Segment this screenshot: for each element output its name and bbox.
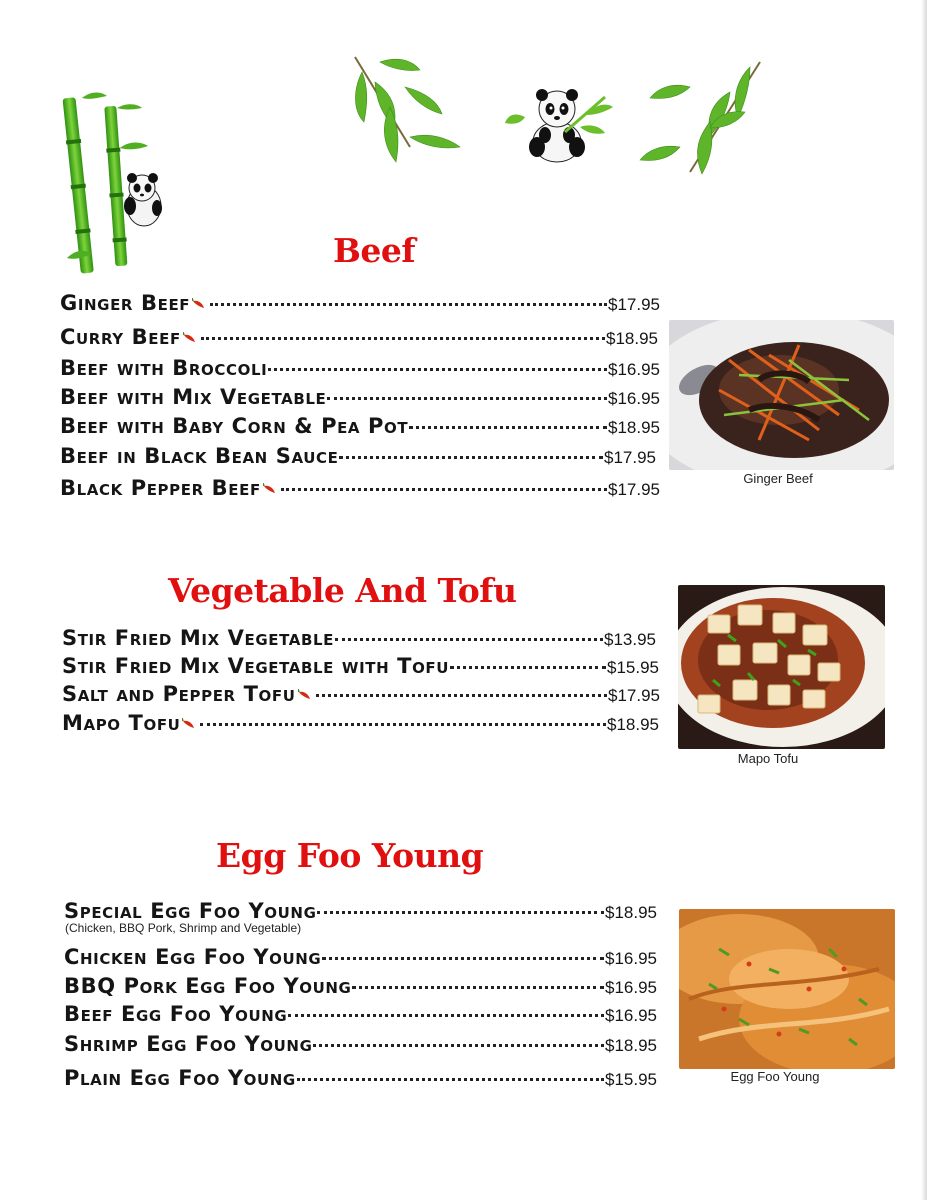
menu-item: [62, 711, 659, 737]
menu-item-price: $15.95: [605, 1070, 657, 1089]
menu-item-name: Beef with Mix Vegetable: [60, 385, 327, 409]
menu-item-name: Chicken Egg Foo Young: [64, 945, 322, 969]
chili-pepper-icon: [183, 332, 197, 344]
menu-item: [62, 682, 660, 708]
menu-item: [60, 444, 656, 470]
dot-leader: [317, 911, 604, 914]
section-title-egg-foo-young: Egg Foo Young: [216, 836, 484, 875]
dot-leader: [322, 957, 604, 960]
dot-leader: [352, 986, 604, 989]
menu-item-name: Mapo Tofu: [62, 711, 181, 735]
menu-item-price: $18.95: [605, 903, 657, 922]
menu-item: [62, 626, 656, 652]
menu-item: [64, 974, 657, 1000]
menu-item-price: $18.95: [605, 1036, 657, 1055]
dot-leader: [288, 1014, 604, 1017]
egg-foo-young-photo: [679, 909, 895, 1069]
menu-item: [60, 476, 660, 502]
dot-leader: [409, 426, 607, 429]
menu-item-name: Stir Fried Mix Vegetable with Tofu: [62, 654, 450, 678]
dot-leader: [281, 488, 607, 491]
menu-item-name: Stir Fried Mix Vegetable: [62, 626, 335, 650]
menu-item-name: Curry Beef: [60, 325, 181, 349]
menu-item-name: Salt and Pepper Tofu: [62, 682, 296, 706]
menu-item-price: $17.95: [604, 448, 656, 467]
menu-item-price: $18.95: [607, 715, 659, 734]
page-edge: [921, 0, 927, 1200]
menu-item-name: Beef Egg Foo Young: [64, 1002, 288, 1026]
dot-leader: [268, 368, 607, 371]
menu-item-note: (Chicken, BBQ Pork, Shrimp and Vegetable): [65, 921, 302, 935]
photo-caption: Egg Foo Young: [730, 1069, 820, 1084]
chili-pepper-icon: [192, 298, 206, 310]
menu-item-price: $17.95: [608, 480, 660, 499]
menu-item: [64, 1002, 657, 1028]
photo-caption: Ginger Beef: [743, 471, 813, 486]
menu-item-price: $17.95: [608, 686, 660, 705]
photo-caption: Mapo Tofu: [737, 751, 799, 766]
menu-item-price: $16.95: [605, 1006, 657, 1025]
dot-leader: [339, 456, 603, 459]
chili-pepper-icon: [182, 718, 196, 730]
menu-item-price: $16.95: [605, 978, 657, 997]
menu-item: [60, 356, 660, 382]
menu-item-price: $18.95: [606, 329, 658, 348]
menu-item-name: Ginger Beef: [60, 291, 191, 315]
ginger-beef-photo: [669, 320, 894, 470]
chili-pepper-icon: [263, 483, 277, 495]
menu-item-price: $17.95: [608, 295, 660, 314]
dot-leader: [327, 397, 607, 400]
menu-item-price: $16.95: [605, 949, 657, 968]
menu-item: [60, 325, 658, 351]
dot-leader: [200, 723, 606, 726]
menu-item-name: Special Egg Foo Young: [64, 899, 317, 923]
menu-item-name: Beef in Black Bean Sauce: [60, 444, 339, 468]
menu-item: [60, 291, 660, 317]
section-title-vegetable-and-tofu: Vegetable And Tofu: [168, 571, 517, 610]
menu-item-price: $18.95: [608, 418, 660, 437]
dot-leader: [297, 1078, 604, 1081]
menu-item-name: Black Pepper Beef: [60, 476, 261, 500]
menu-item: [60, 385, 660, 411]
menu-item-name: Shrimp Egg Foo Young: [64, 1032, 313, 1056]
dot-leader: [313, 1044, 604, 1047]
menu-item-price: $16.95: [608, 360, 660, 379]
menu-item-price: $15.95: [607, 658, 659, 677]
menu-item: [64, 1066, 657, 1092]
panda-bamboo-banner-icon: [350, 52, 765, 202]
dot-leader: [335, 638, 603, 641]
chili-pepper-icon: [298, 689, 312, 701]
menu-item: [64, 1032, 657, 1058]
dot-leader: [210, 303, 607, 306]
bamboo-panda-icon: [62, 88, 172, 278]
menu-item: [62, 654, 659, 680]
menu-item-name: Plain Egg Foo Young: [64, 1066, 296, 1090]
menu-item: [64, 945, 657, 971]
menu-item-price: $16.95: [608, 389, 660, 408]
menu-item: [60, 414, 660, 440]
menu-item-name: Beef with Broccoli: [60, 356, 268, 380]
dot-leader: [450, 666, 606, 669]
menu-item-name: BBQ Pork Egg Foo Young: [64, 974, 352, 998]
section-title-beef: Beef: [333, 231, 416, 270]
dot-leader: [201, 337, 605, 340]
menu-item-price: $13.95: [604, 630, 656, 649]
menu-item-name: Beef with Baby Corn & Pea Pot: [60, 414, 409, 438]
mapo-tofu-photo: [678, 585, 885, 749]
dot-leader: [316, 694, 607, 697]
